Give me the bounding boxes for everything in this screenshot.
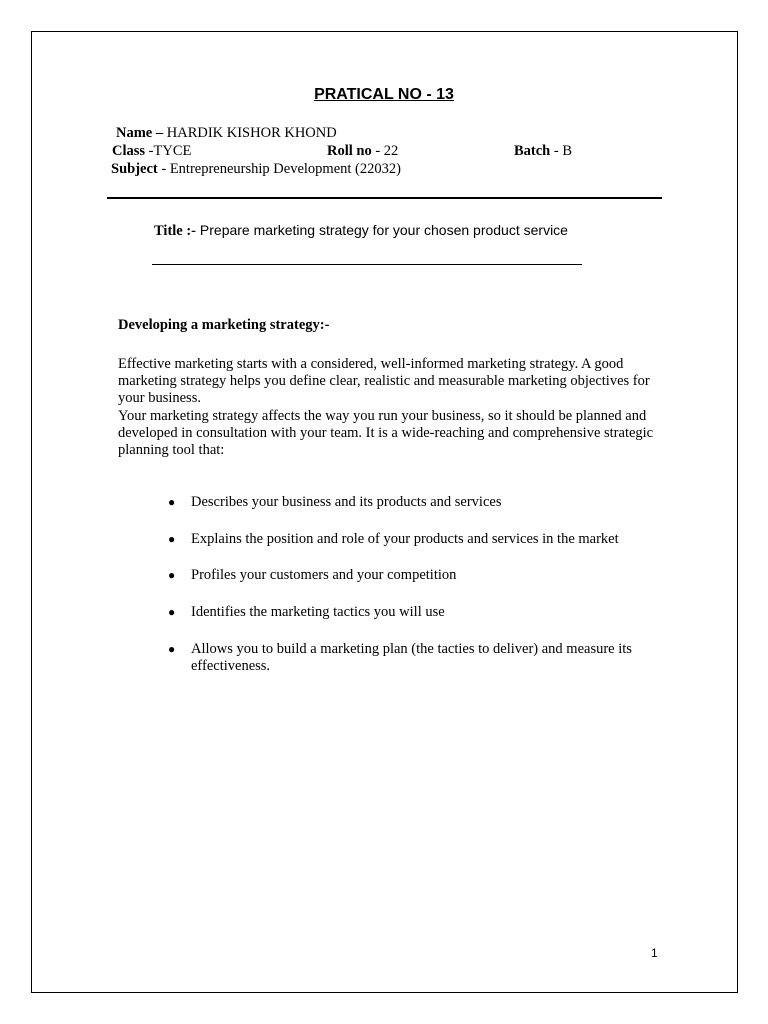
page-heading: PRATICAL NO - 13 [314,86,454,103]
subject-label: Subject [111,161,158,177]
bullet-list [168,494,658,695]
roll-value: - 22 [371,143,399,159]
bullet-icon: ● [168,495,176,509]
student-name-line [116,125,337,142]
paragraph-strategy: Your marketing strategy affects the way you run your business, so it should be planned and developed in consultation with your team. It is a wide-reaching and comprehensive strategic planning tool that: [118,408,654,459]
subject-line [111,161,401,178]
class-value: -TYCE [145,143,192,159]
list-item: ● Allows you to build a marketing plan (the tacties to deliver) and measure its effectiveness. [168,640,632,675]
list-item: ● Explains the position and role of your products and services in the market [168,530,619,547]
bullet-icon: ● [168,641,176,656]
subject-value: - Entrepreneurship Development (22032) [157,161,401,177]
bullet-icon: ● [168,531,176,546]
paragraph-intro: Effective marketing starts with a considered, well-informed marketing strategy. A good marketing strategy helps you define clear, realistic and measurable marketing objectives for your business. [118,356,650,407]
batch-value: - B [550,143,572,159]
list-item: ● Profiles your customers and your competition [168,567,457,584]
roll-label: Roll no [327,143,372,159]
title-line [154,222,568,240]
list-item: ● Describes your business and its products and services [168,494,502,510]
page-number: 1 [651,946,658,960]
list-item: ● Identifies the marketing tactics you will use [168,604,445,621]
batch-label: Batch [514,143,551,159]
header-divider [107,197,662,199]
name-label: Name – [116,125,164,141]
batch-line [514,143,572,160]
title-text: Prepare marketing strategy for your chosen product service [196,222,568,238]
class-label: Class [112,143,146,159]
class-line [112,143,191,160]
roll-line [327,143,398,160]
section-heading: Developing a marketing strategy:- [118,317,330,333]
title-underline [152,264,582,265]
bullet-icon: ● [168,568,176,583]
bullet-icon: ● [168,605,176,620]
name-value: HARDIK KISHOR KHOND [163,125,337,141]
title-label: Title :- [154,223,197,239]
